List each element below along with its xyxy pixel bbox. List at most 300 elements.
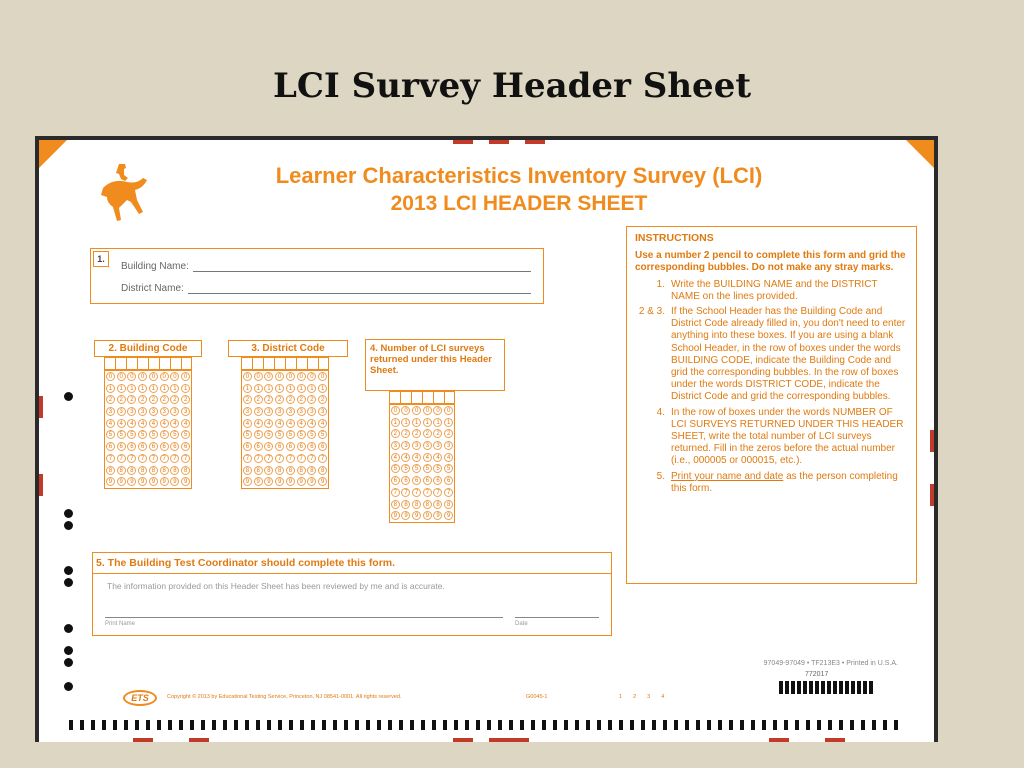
answer-bubble[interactable]: 3 xyxy=(160,407,169,416)
date-line[interactable] xyxy=(515,617,599,618)
answer-bubble[interactable]: 9 xyxy=(117,477,126,486)
answer-bubble[interactable]: 6 xyxy=(401,476,410,485)
form-number: G0045-1 xyxy=(526,694,548,700)
answer-bubble[interactable]: 7 xyxy=(149,454,158,463)
answer-bubble[interactable]: 3 xyxy=(264,407,273,416)
answer-bubble[interactable]: 9 xyxy=(307,477,316,486)
timing-marks xyxy=(69,720,898,730)
answer-bubble[interactable]: 0 xyxy=(318,372,327,381)
answer-bubble[interactable]: 4 xyxy=(170,419,179,428)
answer-bubble[interactable]: 4 xyxy=(127,419,136,428)
answer-bubble[interactable]: 6 xyxy=(181,442,190,451)
answer-bubble[interactable]: 3 xyxy=(433,441,442,450)
answer-bubble[interactable]: 7 xyxy=(138,454,147,463)
answer-bubble[interactable]: 9 xyxy=(106,477,115,486)
answer-bubble[interactable]: 2 xyxy=(170,395,179,404)
timing-mark xyxy=(80,720,84,730)
answer-bubble[interactable]: 4 xyxy=(106,419,115,428)
answer-bubble[interactable]: 3 xyxy=(297,407,306,416)
answer-bubble[interactable]: 1 xyxy=(391,418,400,427)
page-numbers xyxy=(619,694,675,700)
answer-bubble[interactable]: 4 xyxy=(401,453,410,462)
answer-bubble[interactable]: 6 xyxy=(127,442,136,451)
entry-cell[interactable] xyxy=(241,357,252,370)
timing-mark xyxy=(883,720,887,730)
answer-bubble[interactable]: 6 xyxy=(117,442,126,451)
answer-bubble[interactable]: 9 xyxy=(170,477,179,486)
answer-bubble[interactable]: 9 xyxy=(423,511,432,520)
answer-bubble[interactable]: 1 xyxy=(127,384,136,393)
entry-cell[interactable] xyxy=(444,391,455,404)
answer-bubble[interactable]: 7 xyxy=(160,454,169,463)
answer-bubble[interactable]: 4 xyxy=(254,419,263,428)
answer-bubble[interactable]: 2 xyxy=(307,395,316,404)
answer-bubble[interactable]: 0 xyxy=(444,406,453,415)
answer-bubble[interactable]: 2 xyxy=(401,429,410,438)
answer-bubble[interactable]: 7 xyxy=(275,454,284,463)
answer-bubble[interactable]: 5 xyxy=(433,464,442,473)
district-code-cells[interactable] xyxy=(241,357,329,370)
answer-bubble[interactable]: 1 xyxy=(286,384,295,393)
answer-bubble[interactable]: 1 xyxy=(444,418,453,427)
side-mark xyxy=(930,430,934,452)
answer-bubble[interactable]: 0 xyxy=(275,372,284,381)
answer-bubble[interactable]: 4 xyxy=(297,419,306,428)
answer-bubble[interactable]: 7 xyxy=(264,454,273,463)
building-code-bubble-grid[interactable] xyxy=(104,370,192,489)
answer-bubble[interactable]: 9 xyxy=(391,511,400,520)
entry-cell[interactable] xyxy=(252,357,263,370)
answer-bubble[interactable]: 0 xyxy=(160,372,169,381)
entry-cell[interactable] xyxy=(137,357,148,370)
answer-bubble[interactable]: 7 xyxy=(444,488,453,497)
answer-bubble[interactable]: 5 xyxy=(106,430,115,439)
answer-bubble[interactable]: 9 xyxy=(254,477,263,486)
timing-mark xyxy=(212,720,216,730)
building-name-row[interactable] xyxy=(121,261,531,272)
answer-bubble[interactable]: 6 xyxy=(149,442,158,451)
answer-bubble[interactable]: 4 xyxy=(391,453,400,462)
district-code-bubble-grid[interactable] xyxy=(241,370,329,489)
entry-cell[interactable] xyxy=(263,357,274,370)
answer-bubble[interactable]: 2 xyxy=(254,395,263,404)
answer-bubble[interactable]: 8 xyxy=(286,466,295,475)
entry-cell[interactable] xyxy=(307,357,318,370)
answer-bubble[interactable]: 2 xyxy=(412,429,421,438)
answer-bubble[interactable]: 5 xyxy=(117,430,126,439)
answer-bubble[interactable]: 0 xyxy=(391,406,400,415)
answer-bubble[interactable]: 8 xyxy=(401,500,410,509)
answer-bubble[interactable]: 9 xyxy=(401,511,410,520)
entry-cell[interactable] xyxy=(296,357,307,370)
answer-bubble[interactable]: 3 xyxy=(127,407,136,416)
timing-mark xyxy=(641,720,645,730)
answer-bubble[interactable]: 8 xyxy=(160,466,169,475)
answer-bubble[interactable]: 4 xyxy=(275,419,284,428)
page-number: 4 xyxy=(661,694,665,700)
barcode-bar xyxy=(869,681,873,694)
answer-bubble[interactable]: 5 xyxy=(275,430,284,439)
barcode-bar xyxy=(839,681,843,694)
answer-bubble[interactable]: 2 xyxy=(433,429,442,438)
answer-bubble[interactable]: 8 xyxy=(275,466,284,475)
answer-bubble[interactable]: 4 xyxy=(423,453,432,462)
timing-mark xyxy=(839,720,843,730)
answer-bubble[interactable]: 3 xyxy=(254,407,263,416)
timing-mark xyxy=(190,720,194,730)
answer-bubble[interactable]: 6 xyxy=(412,476,421,485)
answer-bubble[interactable]: 4 xyxy=(243,419,252,428)
answer-bubble[interactable]: 0 xyxy=(127,372,136,381)
timing-mark xyxy=(751,720,755,730)
answer-bubble[interactable]: 7 xyxy=(254,454,263,463)
answer-bubble[interactable]: 3 xyxy=(138,407,147,416)
answer-bubble[interactable]: 6 xyxy=(254,442,263,451)
answer-bubble[interactable]: 1 xyxy=(433,418,442,427)
answer-bubble[interactable]: 2 xyxy=(444,429,453,438)
instruction-rest-text: as the person completing this form. xyxy=(671,470,898,494)
answer-bubble[interactable]: 3 xyxy=(106,407,115,416)
timing-mark xyxy=(795,720,799,730)
surveys-returned-bubble-grid[interactable] xyxy=(389,404,455,523)
answer-bubble[interactable]: 1 xyxy=(401,418,410,427)
surveys-returned-cells[interactable] xyxy=(389,391,455,404)
answer-bubble[interactable]: 1 xyxy=(307,384,316,393)
answer-bubble[interactable]: 2 xyxy=(106,395,115,404)
building-code-cells[interactable] xyxy=(104,357,192,370)
answer-bubble[interactable]: 9 xyxy=(127,477,136,486)
answer-bubble[interactable]: 4 xyxy=(138,419,147,428)
timing-mark xyxy=(157,720,161,730)
entry-cell[interactable] xyxy=(274,357,285,370)
answer-bubble[interactable]: 0 xyxy=(254,372,263,381)
answer-bubble[interactable]: 6 xyxy=(243,442,252,451)
top-registration-marks xyxy=(453,140,545,144)
answer-bubble[interactable]: 0 xyxy=(106,372,115,381)
answer-bubble[interactable]: 6 xyxy=(391,476,400,485)
answer-bubble[interactable]: 3 xyxy=(181,407,190,416)
timing-mark xyxy=(707,720,711,730)
entry-cell[interactable] xyxy=(159,357,170,370)
answer-bubble[interactable]: 8 xyxy=(138,466,147,475)
answer-bubble[interactable]: 2 xyxy=(264,395,273,404)
section-1-names xyxy=(90,248,544,304)
building-name-line[interactable] xyxy=(193,261,531,272)
answer-bubble[interactable]: 6 xyxy=(106,442,115,451)
answer-bubble[interactable]: 5 xyxy=(160,430,169,439)
timing-mark xyxy=(410,720,414,730)
answer-bubble[interactable]: 0 xyxy=(149,372,158,381)
answer-bubble[interactable]: 5 xyxy=(243,430,252,439)
answer-bubble[interactable]: 0 xyxy=(117,372,126,381)
answer-bubble[interactable]: 2 xyxy=(391,429,400,438)
answer-bubble[interactable]: 7 xyxy=(318,454,327,463)
answer-bubble[interactable]: 3 xyxy=(391,441,400,450)
answer-bubble[interactable]: 3 xyxy=(117,407,126,416)
answer-bubble[interactable]: 0 xyxy=(433,406,442,415)
district-name-line[interactable] xyxy=(188,283,531,294)
answer-bubble[interactable]: 5 xyxy=(127,430,136,439)
answer-bubble[interactable]: 8 xyxy=(433,500,442,509)
answer-bubble[interactable]: 3 xyxy=(170,407,179,416)
answer-bubble[interactable]: 7 xyxy=(412,488,421,497)
answer-bubble[interactable]: 1 xyxy=(412,418,421,427)
answer-bubble[interactable]: 5 xyxy=(391,464,400,473)
answer-bubble[interactable]: 5 xyxy=(412,464,421,473)
barcode-bar xyxy=(791,681,795,694)
answer-bubble[interactable]: 3 xyxy=(423,441,432,450)
answer-bubble[interactable]: 1 xyxy=(423,418,432,427)
answer-bubble[interactable]: 1 xyxy=(254,384,263,393)
answer-bubble[interactable]: 9 xyxy=(149,477,158,486)
answer-bubble[interactable]: 4 xyxy=(264,419,273,428)
timing-mark xyxy=(806,720,810,730)
answer-bubble[interactable]: 1 xyxy=(170,384,179,393)
answer-bubble[interactable]: 8 xyxy=(243,466,252,475)
answer-bubble[interactable]: 6 xyxy=(307,442,316,451)
timing-mark xyxy=(399,720,403,730)
answer-bubble[interactable]: 6 xyxy=(433,476,442,485)
answer-bubble[interactable]: 8 xyxy=(391,500,400,509)
answer-bubble[interactable]: 5 xyxy=(264,430,273,439)
form-title-line2: 2013 LCI HEADER SHEET xyxy=(390,192,648,215)
entry-cell[interactable] xyxy=(170,357,181,370)
answer-bubble[interactable]: 9 xyxy=(412,511,421,520)
answer-bubble[interactable]: 2 xyxy=(275,395,284,404)
answer-bubble[interactable]: 7 xyxy=(401,488,410,497)
answer-bubble[interactable]: 9 xyxy=(297,477,306,486)
answer-bubble[interactable]: 8 xyxy=(254,466,263,475)
answer-bubble[interactable]: 5 xyxy=(138,430,147,439)
answer-bubble[interactable]: 5 xyxy=(318,430,327,439)
timing-mark xyxy=(432,720,436,730)
answer-bubble[interactable]: 3 xyxy=(318,407,327,416)
entry-cell[interactable] xyxy=(285,357,296,370)
answer-bubble[interactable]: 2 xyxy=(243,395,252,404)
timing-dot-group xyxy=(64,509,73,533)
timing-mark xyxy=(344,720,348,730)
entry-cell[interactable] xyxy=(389,391,400,404)
answer-bubble[interactable]: 7 xyxy=(243,454,252,463)
district-name-label: District Name: xyxy=(121,283,184,294)
entry-cell[interactable] xyxy=(126,357,137,370)
timing-mark xyxy=(564,720,568,730)
answer-bubble[interactable]: 2 xyxy=(286,395,295,404)
answer-bubble[interactable]: 2 xyxy=(160,395,169,404)
answer-bubble[interactable]: 8 xyxy=(106,466,115,475)
section-5-header: 5. The Building Test Coordinator should complete this form. xyxy=(93,553,611,574)
answer-bubble[interactable]: 1 xyxy=(297,384,306,393)
entry-cell[interactable] xyxy=(318,357,329,370)
answer-bubble[interactable]: 0 xyxy=(401,406,410,415)
answer-bubble[interactable]: 3 xyxy=(243,407,252,416)
timing-mark xyxy=(102,720,106,730)
answer-bubble[interactable]: 6 xyxy=(264,442,273,451)
answer-bubble[interactable]: 5 xyxy=(401,464,410,473)
answer-bubble[interactable]: 4 xyxy=(286,419,295,428)
entry-cell[interactable] xyxy=(422,391,433,404)
answer-bubble[interactable]: 1 xyxy=(243,384,252,393)
answer-bubble[interactable]: 8 xyxy=(181,466,190,475)
timing-dot-group xyxy=(64,682,73,694)
timing-dot-group xyxy=(64,392,73,404)
answer-bubble[interactable]: 4 xyxy=(318,419,327,428)
answer-bubble[interactable]: 6 xyxy=(423,476,432,485)
answer-bubble[interactable]: 4 xyxy=(181,419,190,428)
answer-bubble[interactable]: 6 xyxy=(444,476,453,485)
timing-mark xyxy=(828,720,832,730)
answer-bubble[interactable]: 9 xyxy=(318,477,327,486)
print-name-line[interactable] xyxy=(105,617,503,618)
answer-bubble[interactable]: 1 xyxy=(138,384,147,393)
answer-bubble[interactable]: 6 xyxy=(318,442,327,451)
answer-bubble[interactable]: 5 xyxy=(170,430,179,439)
barcode-bar xyxy=(863,681,867,694)
answer-bubble[interactable]: 0 xyxy=(138,372,147,381)
answer-bubble[interactable]: 5 xyxy=(254,430,263,439)
answer-bubble[interactable]: 9 xyxy=(181,477,190,486)
form-title-line1: Learner Characteristics Inventory Survey (LCI) xyxy=(275,163,763,188)
answer-bubble[interactable]: 2 xyxy=(181,395,190,404)
answer-bubble[interactable]: 9 xyxy=(433,511,442,520)
answer-bubble[interactable]: 7 xyxy=(307,454,316,463)
answer-bubble[interactable]: 3 xyxy=(401,441,410,450)
answer-bubble[interactable]: 2 xyxy=(127,395,136,404)
answer-bubble[interactable]: 2 xyxy=(149,395,158,404)
answer-bubble[interactable]: 0 xyxy=(412,406,421,415)
entry-cell[interactable] xyxy=(148,357,159,370)
answer-bubble[interactable]: 7 xyxy=(423,488,432,497)
answer-bubble[interactable]: 9 xyxy=(138,477,147,486)
answer-bubble[interactable]: 8 xyxy=(412,500,421,509)
district-name-row[interactable] xyxy=(121,283,531,294)
answer-bubble[interactable]: 5 xyxy=(444,464,453,473)
answer-bubble[interactable]: 7 xyxy=(433,488,442,497)
answer-bubble[interactable]: 8 xyxy=(318,466,327,475)
answer-bubble[interactable]: 8 xyxy=(264,466,273,475)
timing-mark xyxy=(674,720,678,730)
answer-bubble[interactable]: 9 xyxy=(160,477,169,486)
answer-bubble[interactable]: 1 xyxy=(264,384,273,393)
timing-mark xyxy=(168,720,172,730)
answer-bubble[interactable]: 6 xyxy=(286,442,295,451)
timing-mark xyxy=(476,720,480,730)
answer-bubble[interactable]: 3 xyxy=(149,407,158,416)
answer-bubble[interactable]: 8 xyxy=(149,466,158,475)
answer-bubble[interactable]: 7 xyxy=(170,454,179,463)
entry-cell[interactable] xyxy=(433,391,444,404)
answer-bubble[interactable]: 1 xyxy=(318,384,327,393)
entry-cell[interactable] xyxy=(104,357,115,370)
answer-bubble[interactable]: 5 xyxy=(423,464,432,473)
answer-bubble[interactable]: 7 xyxy=(127,454,136,463)
answer-bubble[interactable]: 3 xyxy=(307,407,316,416)
answer-bubble[interactable]: 2 xyxy=(138,395,147,404)
answer-bubble[interactable]: 1 xyxy=(160,384,169,393)
answer-bubble[interactable]: 8 xyxy=(423,500,432,509)
answer-bubble[interactable]: 5 xyxy=(181,430,190,439)
answer-bubble[interactable]: 8 xyxy=(307,466,316,475)
answer-bubble[interactable]: 2 xyxy=(117,395,126,404)
entry-cell[interactable] xyxy=(400,391,411,404)
answer-bubble[interactable]: 1 xyxy=(275,384,284,393)
answer-bubble[interactable]: 4 xyxy=(433,453,442,462)
entry-cell[interactable] xyxy=(115,357,126,370)
answer-bubble[interactable]: 9 xyxy=(264,477,273,486)
answer-bubble[interactable]: 4 xyxy=(160,419,169,428)
answer-bubble[interactable]: 5 xyxy=(149,430,158,439)
answer-bubble[interactable]: 7 xyxy=(391,488,400,497)
timing-mark xyxy=(740,720,744,730)
answer-bubble[interactable]: 2 xyxy=(297,395,306,404)
timing-mark xyxy=(520,720,524,730)
answer-bubble[interactable]: 8 xyxy=(127,466,136,475)
answer-bubble[interactable]: 7 xyxy=(297,454,306,463)
answer-bubble[interactable]: 3 xyxy=(286,407,295,416)
answer-bubble[interactable]: 0 xyxy=(264,372,273,381)
answer-bubble[interactable]: 2 xyxy=(318,395,327,404)
answer-bubble[interactable]: 4 xyxy=(149,419,158,428)
answer-bubble[interactable]: 5 xyxy=(307,430,316,439)
answer-bubble[interactable]: 1 xyxy=(117,384,126,393)
answer-bubble[interactable]: 6 xyxy=(170,442,179,451)
answer-bubble[interactable]: 4 xyxy=(412,453,421,462)
answer-bubble[interactable]: 9 xyxy=(286,477,295,486)
entry-cell[interactable] xyxy=(181,357,192,370)
answer-bubble[interactable]: 0 xyxy=(423,406,432,415)
answer-bubble[interactable]: 6 xyxy=(138,442,147,451)
answer-bubble[interactable]: 8 xyxy=(117,466,126,475)
answer-bubble[interactable]: 4 xyxy=(117,419,126,428)
answer-bubble[interactable]: 5 xyxy=(286,430,295,439)
entry-cell[interactable] xyxy=(411,391,422,404)
answer-bubble[interactable]: 1 xyxy=(106,384,115,393)
answer-bubble[interactable]: 3 xyxy=(412,441,421,450)
answer-bubble[interactable]: 6 xyxy=(297,442,306,451)
answer-bubble[interactable]: 1 xyxy=(149,384,158,393)
answer-bubble[interactable]: 6 xyxy=(275,442,284,451)
answer-bubble[interactable]: 9 xyxy=(243,477,252,486)
answer-bubble[interactable]: 3 xyxy=(275,407,284,416)
answer-bubble[interactable]: 0 xyxy=(170,372,179,381)
answer-bubble[interactable]: 7 xyxy=(117,454,126,463)
answer-bubble[interactable]: 8 xyxy=(297,466,306,475)
answer-bubble[interactable]: 0 xyxy=(297,372,306,381)
answer-bubble[interactable]: 8 xyxy=(170,466,179,475)
answer-bubble[interactable]: 8 xyxy=(444,500,453,509)
answer-bubble[interactable]: 0 xyxy=(181,372,190,381)
barcode-bar xyxy=(827,681,831,694)
instruction-text: If the School Header has the Building Code and District Code already filled in, you don't need to enter anything into these boxes. If you are using a blank School Header, in the row of boxes under the words BUILDING CODE, indicate the Building Code and grid the corresponding bubbles. In the row of boxes under the words DISTRICT CODE, indicate the District Code and grid the corresponding bubbles. xyxy=(671,306,906,403)
answer-bubble[interactable]: 6 xyxy=(160,442,169,451)
answer-bubble[interactable]: 5 xyxy=(297,430,306,439)
timing-mark xyxy=(223,720,227,730)
answer-bubble[interactable]: 0 xyxy=(243,372,252,381)
timing-mark xyxy=(333,720,337,730)
answer-bubble[interactable]: 4 xyxy=(444,453,453,462)
answer-bubble[interactable]: 1 xyxy=(181,384,190,393)
answer-bubble[interactable]: 9 xyxy=(275,477,284,486)
answer-bubble[interactable]: 3 xyxy=(444,441,453,450)
answer-bubble[interactable]: 0 xyxy=(286,372,295,381)
answer-bubble[interactable]: 2 xyxy=(423,429,432,438)
answer-bubble[interactable]: 7 xyxy=(181,454,190,463)
answer-bubble[interactable]: 4 xyxy=(307,419,316,428)
answer-bubble[interactable]: 0 xyxy=(307,372,316,381)
answer-bubble[interactable]: 7 xyxy=(106,454,115,463)
answer-bubble[interactable]: 7 xyxy=(286,454,295,463)
answer-bubble[interactable]: 9 xyxy=(444,511,453,520)
